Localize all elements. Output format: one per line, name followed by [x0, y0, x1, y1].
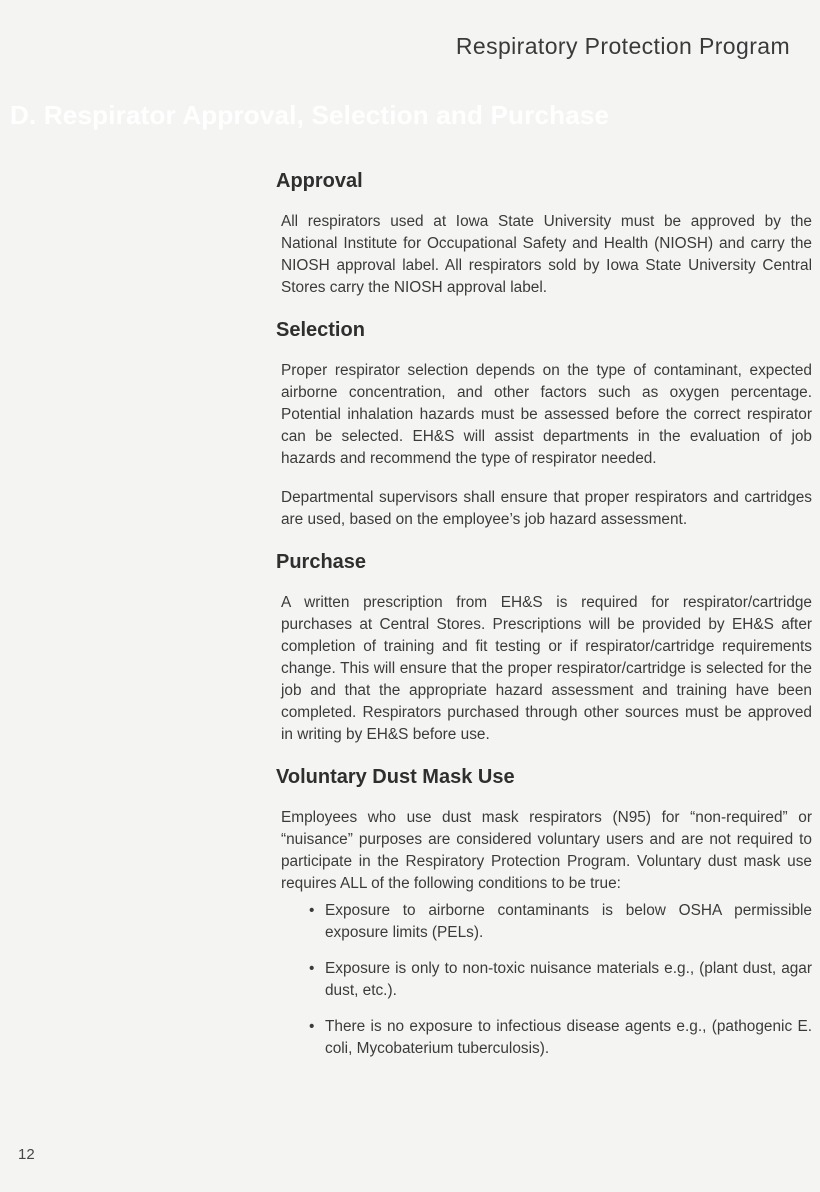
bullet-text: There is no exposure to infectious disease agents e.g., (pathogenic E. coli, Mycobaterium tuberculosis). — [325, 1018, 812, 1057]
chapter-heading: D. Respirator Approval, Selection and Purchase — [10, 100, 610, 130]
page-content — [276, 170, 812, 1074]
paragraph: All respirators used at Iowa State University must be approved by the National Institute for Occupational Safety and Health (NIOSH) and carry the NIOSH approval label. All respirators sold by Iowa State University Central Stores carry the NIOSH approval label. — [281, 213, 812, 296]
document-title: Respiratory Protection Program — [455, 33, 790, 59]
section-heading-approval: Approval — [276, 170, 363, 192]
paragraph: Departmental supervisors shall ensure that proper respirators and cartridges are used, based on the employee’s job hazard assessment. — [281, 489, 812, 528]
bullet-icon: • — [309, 902, 315, 919]
bullet-icon: • — [309, 960, 315, 977]
bullet-list — [309, 900, 812, 1060]
bullet-item — [309, 958, 812, 1002]
bullet-item — [309, 900, 812, 944]
bullet-icon: • — [309, 1018, 315, 1035]
bullet-text: Exposure is only to non-toxic nuisance materials e.g., (plant dust, agar dust, etc.). — [325, 960, 812, 999]
section-heading-purchase: Purchase — [276, 551, 367, 573]
paragraph: Proper respirator selection depends on the type of contaminant, expected airborne concentration, and other factors such as oxygen percentage. Potential inhalation hazards must be assessed before the correct respirator can be selected. EH&S will assist departments in the evaluation of job hazards and recommend the type of respirator needed. — [281, 362, 812, 467]
bullet-text: Exposure to airborne contaminants is below OSHA permissible exposure limits (PELs). — [325, 902, 812, 941]
section-heading-selection: Selection — [276, 319, 365, 341]
section-heading-voluntary-dust-mask-use: Voluntary Dust Mask Use — [276, 766, 515, 788]
paragraph: Employees who use dust mask respirators (N95) for “non-required” or “nuisance” purposes are considered voluntary users and are not required to participate in the Respiratory Protection Program. Voluntary dust mask use requires ALL of the following conditions to be true: — [281, 809, 812, 892]
paragraph: A written prescription from EH&S is required for respirator/cartridge purchases at Central Stores. Prescriptions will be provided by EH&S after completion of training and fit testing or if respirator/cartridge requirements change. This will ensure that the proper respirator/cartridge is selected for the job and that the appropriate hazard assessment and training have been completed. Respirators purchased through other sources must be approved in writing by EH&S before use. — [281, 594, 812, 743]
bullet-item — [309, 1016, 812, 1060]
page-number: 12 — [18, 1146, 35, 1163]
